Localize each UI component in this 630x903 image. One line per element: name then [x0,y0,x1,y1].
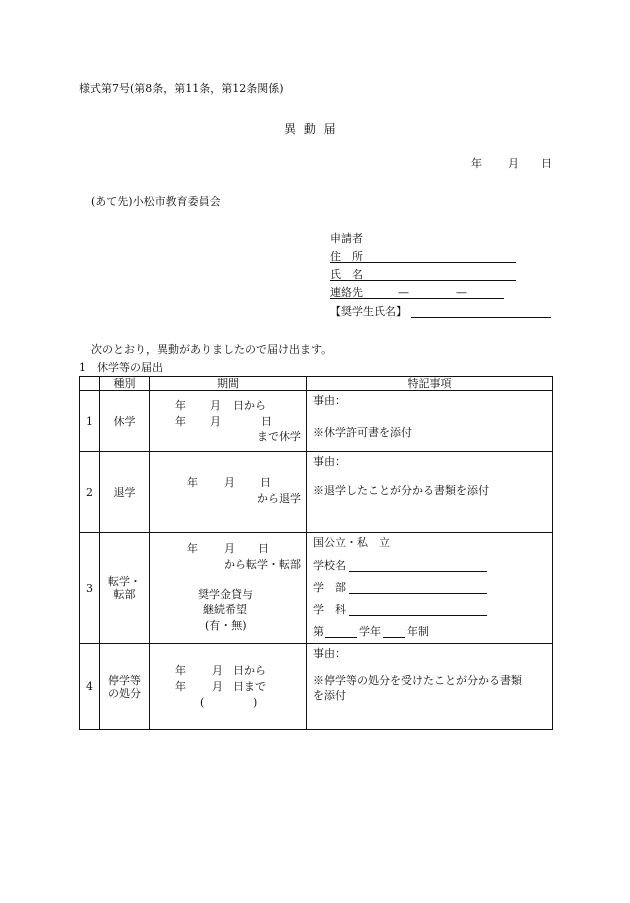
intro-text: 次のとおり，異動がありましたので届け出ます。 [91,343,333,356]
period-cell[interactable] [150,533,307,644]
grade-field[interactable] [325,626,357,638]
period-month: 月 [224,542,235,556]
reason-label: 事由： [313,394,346,408]
period-cell[interactable] [150,391,307,452]
row-type-line2: 転部 [113,588,136,602]
attachment-note: ※退学したことが分かる書類を添付 [313,484,489,498]
period-month: 月 [212,680,223,694]
contact-dash-1: — [398,286,409,299]
addressee: (あて先)小松市教育委員会 [91,195,221,208]
row-type: 退学 [100,452,150,533]
applicant-contact-field[interactable] [330,298,504,299]
period-year: 年 [175,680,186,694]
notes-cell[interactable] [307,391,553,452]
row-type [100,533,150,644]
applicant-name-field[interactable] [330,280,516,281]
period-day: 日 [258,542,269,556]
period-cell[interactable] [150,644,307,730]
period-day: 日 [261,415,272,429]
loan-continuation-choice[interactable]: (有・無) [205,619,247,633]
date-year-label: 年 [471,157,482,170]
date-day-label: 日 [541,157,552,170]
attachment-note-2: を添付 [313,689,346,703]
period-year: 年 [175,399,186,413]
table-row [80,391,553,452]
period-cell[interactable] [150,452,307,533]
section-heading: 1 休学等の届出 [79,361,163,374]
table-row [80,644,553,730]
period-day-from: 日から [233,399,266,413]
school-name-field[interactable] [349,560,487,572]
reason-label: 事由： [313,455,346,469]
notes-cell[interactable] [307,533,553,644]
period-month: 月 [212,664,223,678]
reason-label: 事由： [313,647,346,661]
applicant-address-label: 住 所 [330,250,363,263]
row-number: 4 [80,644,100,730]
period-day-until: 日まで [233,680,266,694]
row-type-line1: 転学・ [108,575,141,588]
date-month-label: 月 [508,157,519,170]
attachment-note: ※停学等の処分を受けたことが分かる書類 [313,674,522,688]
table-row [80,452,553,533]
table-header-row [80,377,553,391]
row-type: 休学 [100,391,150,452]
loan-continuation-label-2: 継続希望 [203,603,247,617]
applicant-contact-label: 連絡先 [330,286,363,299]
program-years-field[interactable] [383,626,405,638]
table-row [80,533,553,644]
applicant-name-label: 氏 名 [330,268,363,281]
period-year: 年 [175,664,186,678]
period-paren-open: ( [200,696,205,710]
period-day: 日 [260,476,271,490]
row-number: 3 [80,533,100,644]
row-type-line1: 停学等 [108,673,141,687]
header-period: 期間 [150,377,307,391]
period-year: 年 [187,542,198,556]
scholar-name-label: 【奨学生氏名】 [330,305,407,318]
period-day-from: 日から [233,664,266,678]
notes-cell[interactable] [307,452,553,533]
program-years-label: 年制 [407,625,429,639]
row-number: 1 [80,391,100,452]
period-month: 月 [210,415,221,429]
contact-dash-2: — [456,286,467,299]
department-field[interactable] [349,604,487,616]
attachment-note: ※休学許可書を添付 [313,426,412,440]
period-month: 月 [210,399,221,413]
period-year: 年 [187,476,198,490]
period-from-transfer: から転学・転部 [224,558,301,572]
header-num-cell [80,377,100,391]
period-until-leave: まで休学 [257,430,301,444]
form-number: 様式第7号(第8条，第11条，第12条関係) [79,82,284,95]
period-month: 月 [224,476,235,490]
school-name-label: 学校名 [313,559,346,573]
document-title: 異 動 届 [284,122,338,136]
row-number: 2 [80,452,100,533]
row-type [100,644,150,730]
faculty-label: 学 部 [313,581,346,595]
header-notes: 特記事項 [307,377,553,391]
notification-table [79,376,553,730]
grade-prefix: 第 [313,625,324,639]
scholar-name-field[interactable] [411,317,551,318]
loan-continuation-label: 奨学金貸与 [198,588,253,602]
period-paren-close: ) [253,696,258,710]
applicant-address-field[interactable] [330,262,516,263]
applicant-label: 申請者 [330,232,363,245]
school-type-choice[interactable]: 国公立・私 立 [313,536,390,550]
department-label: 学 科 [313,603,346,617]
grade-label: 学年 [359,625,381,639]
period-year: 年 [175,415,186,429]
row-type-line2: の処分 [108,686,141,700]
notes-cell[interactable] [307,644,553,730]
period-from-withdrawal: から退学 [257,492,301,506]
header-type: 種別 [100,377,150,391]
faculty-field[interactable] [349,582,487,594]
